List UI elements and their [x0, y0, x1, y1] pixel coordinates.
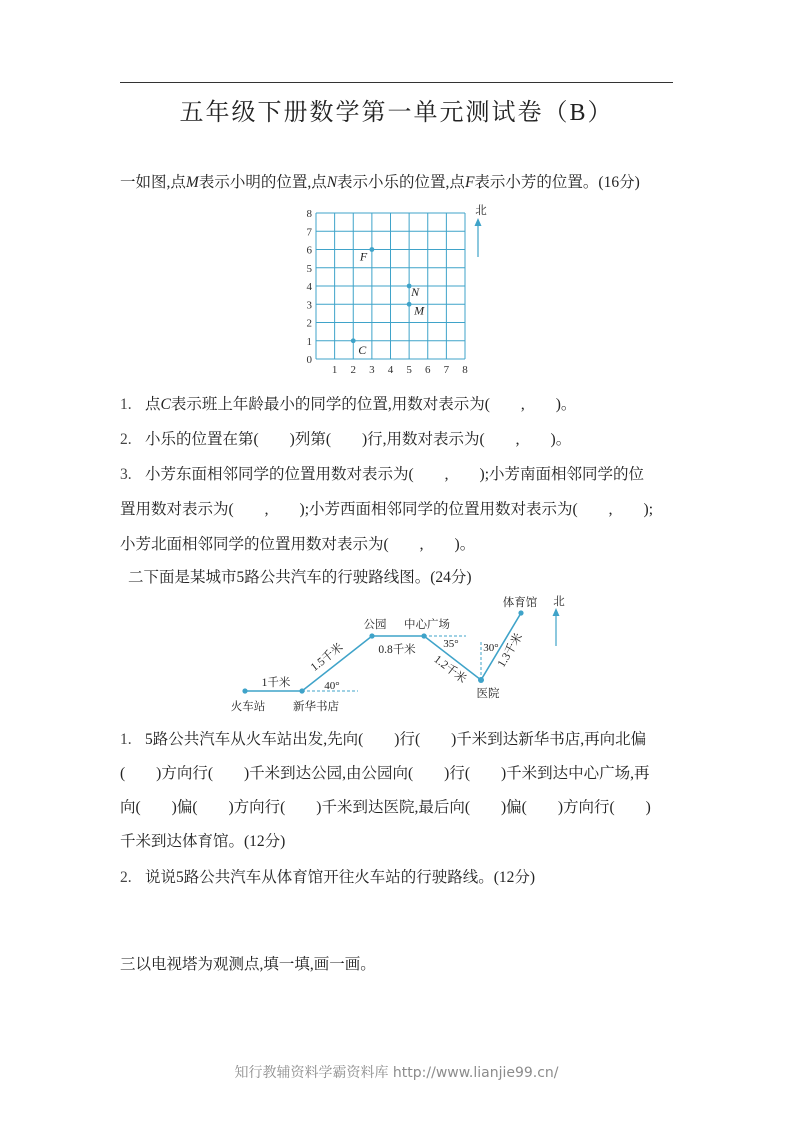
- s2-question-1-line-2: [120, 764, 650, 784]
- section-1-heading: [120, 173, 640, 193]
- x-tick-label: 7: [443, 364, 450, 376]
- s1-question-1: [120, 395, 576, 415]
- point-f-letter: F: [464, 174, 475, 191]
- point-c-letter: C: [160, 396, 171, 413]
- stop-label-bookstore: 新华书店: [293, 701, 339, 713]
- distance-label-hospital-stadium: 1.3千米: [495, 631, 526, 670]
- point-f: [369, 247, 374, 252]
- distance-label-park-square: 0.8千米: [378, 644, 416, 656]
- heading-text: 三以电视塔为观测点,填一填,画一画。: [120, 956, 376, 973]
- stop-dot-bookstore: [299, 688, 304, 693]
- point-n-letter: N: [326, 174, 338, 191]
- s1-question-2: [120, 430, 571, 450]
- angle-label-square: 35°: [443, 638, 459, 650]
- page-title: 五年级下册数学第一单元测试卷（B）: [179, 100, 614, 126]
- point-label-n: N: [411, 285, 420, 299]
- question-text: 小芳北面相邻同学的位置用数对表示为( , )。: [120, 536, 476, 553]
- question-text: 置用数对表示为( , );小芳西面相邻同学的位置用数对表示为( , );: [120, 501, 654, 518]
- distance-label-station-bookstore: 1千米: [261, 677, 291, 689]
- stop-dot-center-square: [421, 633, 426, 638]
- question-number: 1.: [120, 731, 132, 748]
- heading-text: 二下面是某城市5路公共汽车的行驶路线图。(24分): [128, 569, 472, 586]
- s1-question-3-line-2: [120, 500, 653, 520]
- question-text: 5路公共汽车从火车站出发,先向( )行( )千米到达新华书店,再向北偏: [145, 731, 647, 748]
- y-tick-label: 4: [306, 281, 312, 293]
- question-text: 千米到达体育馆。(12分): [120, 833, 286, 850]
- question-text: 小乐的位置在第( )列第( )行,用数对表示为( , )。: [145, 431, 572, 448]
- point-label-f: F: [359, 249, 368, 264]
- point-m-letter: M: [185, 174, 199, 191]
- heading-text-f: 表示小芳的位置。(16分): [474, 174, 640, 191]
- point-label-m: M: [414, 303, 425, 318]
- stop-label-stadium: 体育馆: [502, 597, 538, 609]
- page-footer: 知行教辅资料学霸资料库 http://www.lianjie99.cn/: [234, 1065, 559, 1081]
- heading-text-n: 表示小乐的位置,点: [337, 174, 465, 191]
- north-arrow-icon: [553, 608, 560, 616]
- stop-dot-stadium: [518, 610, 523, 615]
- coordinate-grid: [290, 200, 500, 380]
- stop-label-park: 公园: [363, 619, 387, 631]
- bus-route-diagram: [225, 590, 585, 715]
- stop-label-center-square: 中心广场: [404, 619, 450, 631]
- x-tick-label: 5: [406, 364, 412, 376]
- stop-dot-train-station: [242, 688, 247, 693]
- y-tick-label: 0: [306, 354, 312, 366]
- question-text: 说说5路公共汽车从体育馆开往火车站的行驶路线。(12分): [145, 869, 536, 886]
- y-tick-label: 5: [306, 262, 312, 275]
- x-tick-label: 1: [331, 364, 338, 376]
- question-text: 表示班上年龄最小的同学的位置,用数对表示为( , )。: [170, 396, 577, 413]
- heading-text-m: 表示小明的位置,点: [198, 174, 327, 191]
- y-tick-label: 8: [306, 208, 312, 220]
- s1-question-3-line-1: [120, 465, 644, 485]
- point-label-c: C: [358, 342, 367, 357]
- y-tick-label: 1: [306, 335, 312, 348]
- s2-question-1-line-1: [120, 730, 646, 750]
- stop-label-hospital: 医院: [476, 688, 500, 700]
- compass-north-label: 北: [475, 205, 487, 217]
- top-rule: [120, 82, 673, 83]
- question-number: 1.: [120, 396, 132, 413]
- question-text: 向( )偏( )方向行( )千米到达医院,最后向( )偏( )方向行( ): [120, 799, 651, 816]
- north-arrow-icon: [475, 218, 482, 226]
- s1-question-3-line-3: [120, 535, 475, 555]
- question-number: 2.: [120, 869, 132, 886]
- heading-text-prefix: 一如图,点: [120, 174, 186, 191]
- y-tick-label: 6: [306, 244, 312, 257]
- s2-question-1-line-4: [120, 832, 285, 852]
- distance-label-square-hospital: 1.2千米: [431, 653, 469, 686]
- angle-label-hospital: 30°: [483, 642, 499, 654]
- distance-label-bookstore-park: 1.5千米: [308, 641, 346, 674]
- y-tick-label: 3: [306, 299, 312, 312]
- stop-dot-park: [369, 633, 374, 638]
- y-tick-label: 7: [306, 226, 312, 239]
- section-2-heading: [128, 568, 472, 588]
- x-tick-label: 8: [462, 364, 468, 376]
- point-m: [407, 302, 412, 307]
- x-tick-label: 6: [425, 364, 431, 376]
- point-c: [351, 338, 356, 343]
- question-text: 小芳东面相邻同学的位置用数对表示为( , );小芳南面相邻同学的位: [145, 466, 645, 483]
- x-tick-label: 3: [369, 364, 375, 376]
- route-compass-north-label: 北: [553, 596, 565, 608]
- stop-label-train-station: 火车站: [230, 701, 266, 713]
- question-text-pre: 点: [145, 396, 161, 413]
- x-tick-label: 2: [350, 364, 356, 376]
- y-tick-label: 2: [306, 317, 312, 330]
- section-3-heading: [120, 955, 376, 975]
- question-number: 2.: [120, 431, 132, 448]
- x-tick-label: 4: [387, 364, 394, 376]
- stop-dot-hospital: [478, 677, 484, 683]
- s2-question-1-line-3: [120, 798, 651, 818]
- s2-question-2: [120, 868, 535, 888]
- question-number: 3.: [120, 466, 132, 483]
- question-text: ( )方向行( )千米到达公园,由公园向( )行( )千米到达中心广场,再: [120, 765, 650, 782]
- angle-label-bookstore: 40°: [324, 680, 340, 692]
